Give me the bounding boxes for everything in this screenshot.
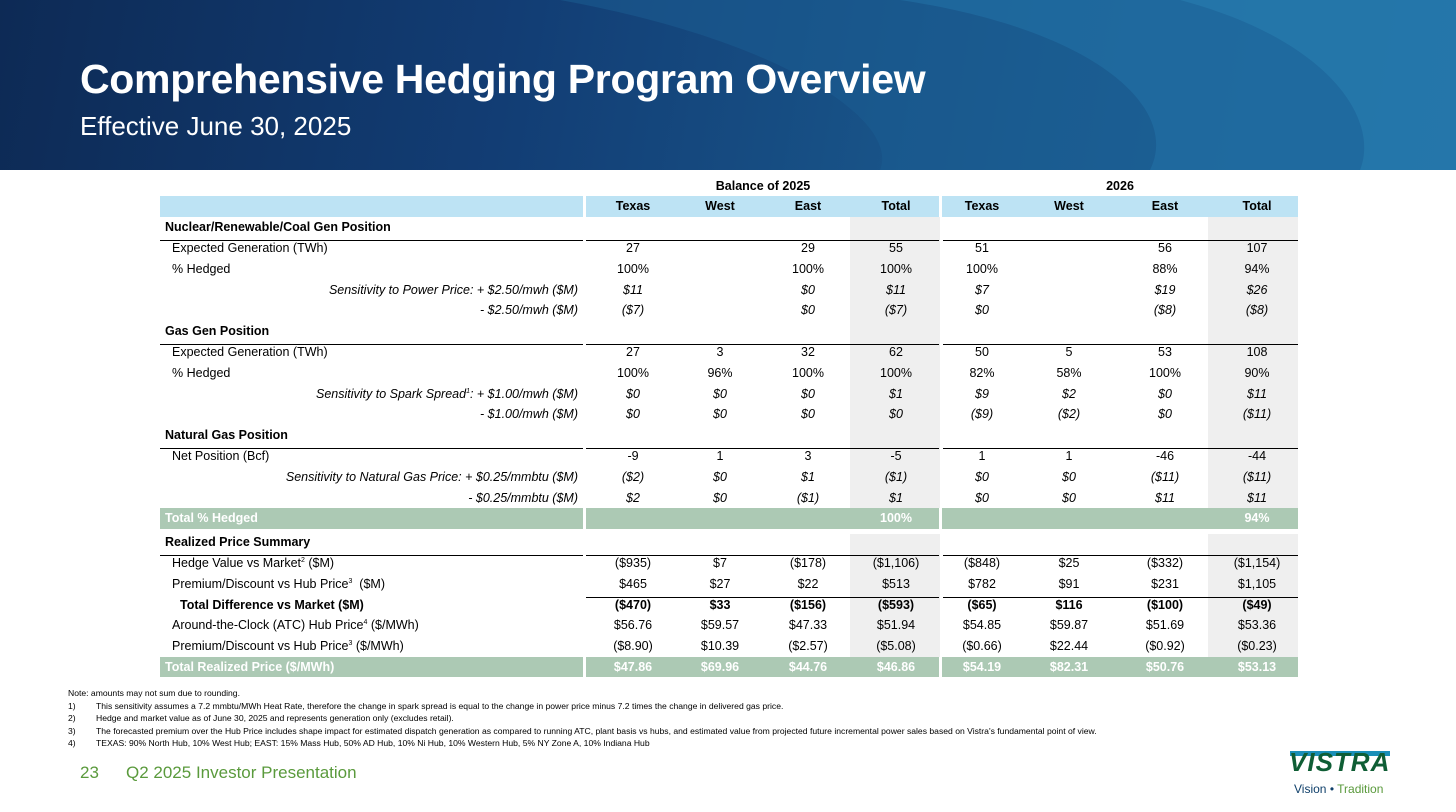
- col-header-west-2025: West: [705, 199, 735, 214]
- cell: ($0.66): [962, 639, 1002, 654]
- cell: $1: [801, 469, 815, 484]
- footnotes: [68, 687, 1097, 750]
- table-row: [160, 258, 1298, 279]
- column-header-row: [160, 196, 1298, 217]
- cell: 58%: [1056, 365, 1082, 380]
- cell: ($593): [877, 597, 915, 612]
- cell: $0: [1158, 386, 1172, 401]
- cell: $0: [801, 282, 815, 297]
- table-row: [160, 615, 1298, 636]
- col-header-texas-2025: Texas: [615, 199, 651, 214]
- cell: $11: [623, 282, 643, 297]
- cell: $22: [797, 576, 819, 591]
- cell: $44.76: [788, 659, 828, 674]
- cell: $0: [713, 407, 727, 422]
- cell: ($100): [1146, 597, 1184, 612]
- footnote-number: 4): [68, 738, 76, 749]
- row-label: Total % Hedged: [165, 511, 258, 526]
- total-realized-row: [160, 657, 1298, 678]
- row-label: % Hedged: [172, 365, 231, 380]
- cell: 100%: [617, 261, 649, 276]
- cell: 88%: [1152, 261, 1178, 276]
- year-header-2025: Balance of 2025: [715, 179, 811, 193]
- cell: 1: [1065, 448, 1073, 463]
- cell: 100%: [792, 365, 824, 380]
- cell: $25: [1058, 555, 1080, 570]
- cell: $0: [626, 407, 640, 422]
- row-label: - $0.25/mmbtu ($M): [468, 490, 578, 505]
- page-number: 23: [80, 763, 99, 782]
- cell: $116: [1055, 597, 1083, 612]
- footnote-number: 2): [68, 713, 76, 724]
- cell: $231: [1151, 576, 1179, 591]
- cell: 53: [1158, 344, 1172, 359]
- cell: ($1,106): [872, 555, 920, 570]
- cell: $0: [713, 490, 727, 505]
- cell: 90%: [1244, 365, 1270, 380]
- cell: ($11): [1242, 469, 1272, 484]
- cell: ($178): [789, 555, 827, 570]
- footnote: [68, 725, 1097, 738]
- cell: ($7): [621, 303, 645, 318]
- cell: $10.39: [700, 639, 740, 654]
- footnote-marker: 3: [348, 639, 353, 647]
- row-label: - $2.50/mwh ($M): [480, 303, 578, 318]
- footnote-text: TEXAS: 90% North Hub, 10% West Hub; EAST: 15% Mass Hub, 50% AD Hub, 10% Ni Hub, 10% Western Hub, 5% NY Zone A, 10% Indiana Hub: [96, 738, 650, 749]
- row-label-text: Hedge Value vs Market: [172, 555, 301, 570]
- cell: $54.19: [962, 659, 1002, 674]
- cell: 27: [626, 240, 640, 255]
- cell: ($1,154): [1233, 555, 1281, 570]
- presentation-title: Q2 2025 Investor Presentation: [126, 763, 357, 782]
- row-label: Total Difference vs Market ($M): [180, 597, 364, 612]
- cell: 100%: [880, 511, 912, 526]
- cell: 55: [889, 240, 903, 255]
- cell: $513: [882, 576, 910, 591]
- table-row: [160, 636, 1298, 657]
- cell: ($11): [1150, 469, 1180, 484]
- footnote: [68, 712, 1097, 725]
- cell: ($8): [1245, 303, 1269, 318]
- cell: $782: [968, 576, 996, 591]
- cell: 100%: [792, 261, 824, 276]
- cell: -44: [1247, 448, 1267, 463]
- footnote-marker: 3: [348, 577, 353, 585]
- table-row: [160, 573, 1298, 594]
- cell: 1: [978, 448, 986, 463]
- footnote-text: This sensitivity assumes a 7.2 mmbtu/MWh Heat Rate, therefore the change in spark spread is equal to the change in power price minus 7.2 times the change in delivered gas price.: [96, 700, 784, 711]
- cell: $0: [801, 407, 815, 422]
- footnote-text: Hedge and market value as of June 30, 2025 and represents generation only (excludes retail).: [96, 713, 454, 724]
- cell: 100%: [617, 365, 649, 380]
- cell: $33: [709, 597, 731, 612]
- cell: 5: [1065, 344, 1073, 359]
- row-label: Net Position (Bcf): [172, 448, 270, 463]
- col-header-texas-2026: Texas: [964, 199, 1000, 214]
- table-row: [160, 487, 1298, 508]
- cell: $82.31: [1049, 659, 1089, 674]
- cell: $0: [1062, 490, 1076, 505]
- cell: $91: [1058, 576, 1080, 591]
- cell: $11: [1247, 490, 1267, 505]
- section-header-nuclear: [160, 217, 1298, 238]
- cell: 56: [1158, 240, 1172, 255]
- cell: ($332): [1146, 555, 1184, 570]
- table-row: [160, 466, 1298, 487]
- table-row: [160, 238, 1298, 259]
- cell: ($848): [963, 555, 1001, 570]
- year-header-2026: 2026: [1106, 179, 1134, 193]
- table-row: [160, 553, 1298, 574]
- cell: $54.85: [962, 618, 1002, 633]
- cell: $1,105: [1237, 576, 1277, 591]
- cell: ($65): [967, 597, 997, 612]
- section-header-realized: [160, 532, 1298, 553]
- cell: 96%: [707, 365, 733, 380]
- cell: 100%: [880, 365, 912, 380]
- cell: 100%: [966, 261, 998, 276]
- cell: $0: [713, 386, 727, 401]
- cell: $59.87: [1049, 618, 1089, 633]
- header-banner: [0, 0, 1456, 170]
- cell: ($1): [796, 490, 820, 505]
- cell: $47.33: [788, 618, 828, 633]
- logo-dot: •: [1329, 782, 1335, 796]
- cell: 32: [801, 344, 815, 359]
- cell: ($0.92): [1145, 639, 1185, 654]
- cell: 94%: [1244, 511, 1270, 526]
- cell: $69.96: [700, 659, 740, 674]
- cell: $26: [1246, 282, 1268, 297]
- row-label-text: ($/MWh): [367, 618, 419, 633]
- footnote-marker: 2: [301, 556, 305, 564]
- cell: 50: [975, 344, 989, 359]
- cell: $59.57: [700, 618, 740, 633]
- cell: ($11): [1242, 407, 1272, 422]
- row-label: Sensitivity to Power Price: + $2.50/mwh ($M): [328, 282, 578, 297]
- section-label: Realized Price Summary: [165, 535, 311, 550]
- cell: $0: [626, 386, 640, 401]
- cell: $2: [626, 490, 640, 505]
- page-title: Comprehensive Hedging Program Overview: [80, 56, 926, 102]
- section-header-gas: [160, 321, 1298, 342]
- logo-tradition: Tradition: [1337, 782, 1384, 796]
- col-header-east-2025: East: [794, 199, 822, 214]
- table-row: [160, 300, 1298, 321]
- cell: ($0.23): [1237, 639, 1277, 654]
- row-label-text: Premium/Discount vs Hub Price: [172, 576, 349, 591]
- cell: $0: [975, 490, 989, 505]
- cell: $0: [713, 469, 727, 484]
- cell: $53.13: [1237, 659, 1277, 674]
- row-label: [160, 387, 583, 401]
- row-label: [160, 577, 583, 591]
- cell: $0: [1062, 469, 1076, 484]
- cell: $47.86: [613, 659, 653, 674]
- cell: $0: [975, 303, 989, 318]
- row-label: [160, 556, 583, 570]
- cell: ($156): [789, 597, 827, 612]
- cell: 27: [626, 344, 640, 359]
- row-label-text: ($M): [352, 576, 385, 591]
- row-label-text: ($M): [304, 555, 335, 570]
- cell: 3: [716, 344, 724, 359]
- table-row: [160, 383, 1298, 404]
- row-label-text: Around-the-Clock (ATC) Hub Price: [172, 618, 364, 633]
- column-separator: [583, 657, 586, 678]
- cell: ($49): [1242, 597, 1272, 612]
- row-label: [160, 618, 583, 632]
- row-label: Expected Generation (TWh): [172, 240, 328, 255]
- logo-wordmark: VISTRA: [1289, 747, 1391, 777]
- section-label: Gas Gen Position: [165, 324, 270, 339]
- hedging-table: [160, 176, 1298, 677]
- cell: 108: [1246, 344, 1268, 359]
- cell: 100%: [1149, 365, 1181, 380]
- table-row: [160, 404, 1298, 425]
- cell: 82%: [969, 365, 995, 380]
- cell: $46.86: [876, 659, 916, 674]
- cell: $0: [975, 469, 989, 484]
- cell: 1: [716, 448, 724, 463]
- section-header-natural-gas: [160, 425, 1298, 446]
- cell: 107: [1246, 240, 1268, 255]
- section-label: Nuclear/Renewable/Coal Gen Position: [165, 220, 391, 235]
- logo-tagline: [1294, 782, 1383, 796]
- cell: ($2.57): [788, 639, 828, 654]
- footnote-marker: 4: [363, 619, 368, 627]
- cell: ($5.08): [876, 639, 916, 654]
- cell: $27: [709, 576, 731, 591]
- cell: $50.76: [1145, 659, 1185, 674]
- table-row: [160, 446, 1298, 467]
- cell: $465: [619, 576, 647, 591]
- cell: $0: [801, 303, 815, 318]
- cell: 3: [804, 448, 812, 463]
- cell: ($470): [614, 597, 652, 612]
- cell: $9: [975, 386, 989, 401]
- logo-vision: Vision: [1294, 782, 1327, 796]
- row-label-text: Sensitivity to Spark Spread: [315, 386, 467, 401]
- column-separator: [939, 196, 942, 217]
- cell: $7: [713, 555, 727, 570]
- cell: $0: [1158, 407, 1172, 422]
- cell: ($9): [970, 407, 994, 422]
- table-row: [160, 279, 1298, 300]
- column-separator: [939, 657, 942, 678]
- cell: -46: [1155, 448, 1175, 463]
- row-label-text: Premium/Discount vs Hub Price: [172, 639, 349, 654]
- cell: -9: [627, 448, 639, 463]
- cell: $19: [1154, 282, 1176, 297]
- footnote: [68, 700, 1097, 713]
- cell: $0: [801, 386, 815, 401]
- cell: $1: [889, 490, 903, 505]
- cell: $22.44: [1049, 639, 1089, 654]
- total-hedged-row: [160, 508, 1298, 529]
- col-header-west-2026: West: [1054, 199, 1084, 214]
- cell: 100%: [880, 261, 912, 276]
- footnote-number: 3): [68, 725, 76, 736]
- row-label: Sensitivity to Natural Gas Price: + $0.25/mmbtu ($M): [285, 469, 578, 484]
- cell: ($1): [884, 469, 908, 484]
- cell: 94%: [1244, 261, 1270, 276]
- cell: $1: [889, 386, 903, 401]
- cell: $56.76: [613, 618, 653, 633]
- cell: ($7): [884, 303, 908, 318]
- cell: ($2): [621, 469, 645, 484]
- footnote-marker: 1: [466, 387, 470, 395]
- cell: $2: [1062, 386, 1076, 401]
- row-label: Expected Generation (TWh): [172, 344, 328, 359]
- cell: 62: [889, 344, 903, 359]
- section-label: Natural Gas Position: [165, 428, 288, 443]
- cell: ($8.90): [613, 639, 653, 654]
- column-separator: [583, 508, 586, 529]
- page-subtitle: Effective June 30, 2025: [80, 111, 352, 141]
- cell: $11: [1155, 490, 1175, 505]
- col-header-total-2025: Total: [881, 199, 911, 214]
- cell: $0: [889, 407, 903, 422]
- footnote: [68, 737, 1097, 750]
- cell: $51.94: [876, 618, 916, 633]
- footnote-intro: Note: amounts may not sum due to rounding.: [68, 688, 240, 698]
- footnote-number: 1): [68, 700, 76, 711]
- row-label: [160, 639, 583, 653]
- table-row: [160, 342, 1298, 363]
- col-header-total-2026: Total: [1242, 199, 1272, 214]
- row-label-text: ($/MWh): [352, 639, 404, 654]
- footnote-text: The forecasted premium over the Hub Price includes shape impact for estimated dispatch generation as compared to running ATC, plant basis vs hubs, and estimated value from projected future incremental power sales based on Vistra's fundamental point of view.: [96, 725, 1097, 736]
- row-label: % Hedged: [172, 261, 231, 276]
- cell: $11: [1247, 386, 1267, 401]
- row-label: - $1.00/mwh ($M): [480, 407, 578, 422]
- col-header-east-2026: East: [1151, 199, 1179, 214]
- row-label: Total Realized Price ($/MWh): [165, 659, 335, 674]
- cell: ($2): [1057, 407, 1081, 422]
- cell: -5: [890, 448, 902, 463]
- column-separator: [939, 508, 942, 529]
- year-header-row: [160, 176, 1298, 196]
- cell: ($8): [1153, 303, 1177, 318]
- cell: $11: [886, 282, 906, 297]
- row-label-text: : + $1.00/mwh ($M): [469, 386, 578, 401]
- table-row: [160, 594, 1298, 615]
- cell: ($935): [614, 555, 652, 570]
- cell: 51: [975, 240, 989, 255]
- cell: $7: [975, 282, 989, 297]
- column-separator: [583, 196, 586, 217]
- cell: $51.69: [1145, 618, 1185, 633]
- cell: 29: [801, 240, 815, 255]
- table-row: [160, 362, 1298, 383]
- cell: $53.36: [1237, 618, 1277, 633]
